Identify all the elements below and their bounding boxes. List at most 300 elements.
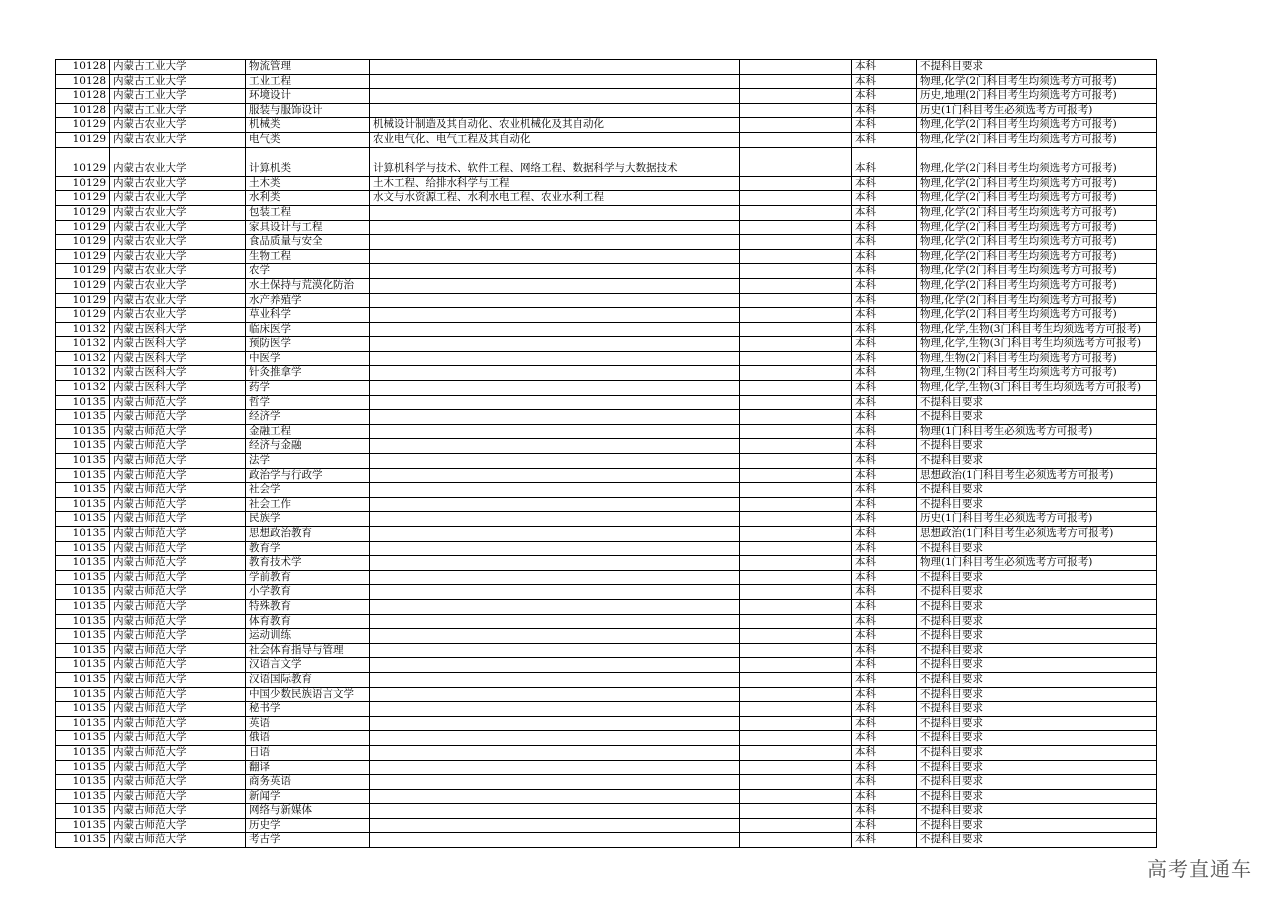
- level-cell: 本科: [852, 789, 917, 804]
- school-code-cell: 10129: [56, 147, 110, 176]
- major-name-cell: 民族学: [246, 512, 370, 527]
- requirement-cell: 不提科目要求: [917, 702, 1157, 717]
- school-name-cell: 内蒙古农业大学: [110, 278, 246, 293]
- school-name-cell: 内蒙古医科大学: [110, 366, 246, 381]
- requirement-cell: 物理,化学(2门科目考生均须选考方可报考): [917, 74, 1157, 89]
- note-cell: [740, 322, 852, 337]
- school-name-cell: 内蒙古师范大学: [110, 818, 246, 833]
- school-name-cell: 内蒙古农业大学: [110, 293, 246, 308]
- school-name-cell: 内蒙古师范大学: [110, 497, 246, 512]
- included-majors-cell: [370, 293, 740, 308]
- level-cell: 本科: [852, 570, 917, 585]
- level-cell: 本科: [852, 716, 917, 731]
- requirement-cell: 不提科目要求: [917, 643, 1157, 658]
- major-name-cell: 环境设计: [246, 89, 370, 104]
- level-cell: 本科: [852, 468, 917, 483]
- requirement-cell: 不提科目要求: [917, 60, 1157, 75]
- note-cell: [740, 293, 852, 308]
- level-cell: 本科: [852, 351, 917, 366]
- included-majors-cell: [370, 512, 740, 527]
- watermark-logo: 高考直通车: [1147, 857, 1252, 881]
- included-majors-cell: [370, 760, 740, 775]
- major-name-cell: 日语: [246, 745, 370, 760]
- school-name-cell: 内蒙古师范大学: [110, 760, 246, 775]
- included-majors-cell: [370, 687, 740, 702]
- major-name-cell: 物流管理: [246, 60, 370, 75]
- level-cell: 本科: [852, 424, 917, 439]
- major-name-cell: 食品质量与安全: [246, 235, 370, 250]
- requirement-cell: 不提科目要求: [917, 629, 1157, 644]
- school-name-cell: 内蒙古师范大学: [110, 395, 246, 410]
- requirement-cell: 不提科目要求: [917, 804, 1157, 819]
- note-cell: [740, 147, 852, 176]
- major-name-cell: 网络与新媒体: [246, 804, 370, 819]
- included-majors-cell: [370, 556, 740, 571]
- table-row: [56, 731, 1157, 746]
- major-name-cell: 运动训练: [246, 629, 370, 644]
- requirement-cell: 物理,化学(2门科目考生均须选考方可报考): [917, 264, 1157, 279]
- school-code-cell: 10132: [56, 366, 110, 381]
- major-name-cell: 教育学: [246, 541, 370, 556]
- major-name-cell: 政治学与行政学: [246, 468, 370, 483]
- school-code-cell: 10129: [56, 308, 110, 323]
- level-cell: 本科: [852, 293, 917, 308]
- level-cell: 本科: [852, 643, 917, 658]
- school-name-cell: 内蒙古师范大学: [110, 716, 246, 731]
- table-row: [56, 512, 1157, 527]
- requirement-cell: 不提科目要求: [917, 775, 1157, 790]
- requirement-cell: 物理,化学(2门科目考生均须选考方可报考): [917, 278, 1157, 293]
- major-name-cell: 电气类: [246, 132, 370, 147]
- school-name-cell: 内蒙古工业大学: [110, 103, 246, 118]
- included-majors-cell: [370, 702, 740, 717]
- included-majors-cell: [370, 585, 740, 600]
- school-code-cell: 10128: [56, 89, 110, 104]
- school-name-cell: 内蒙古师范大学: [110, 804, 246, 819]
- school-name-cell: 内蒙古师范大学: [110, 643, 246, 658]
- requirement-cell: 物理,化学(2门科目考生均须选考方可报考): [917, 249, 1157, 264]
- school-code-cell: 10128: [56, 103, 110, 118]
- school-name-cell: 内蒙古师范大学: [110, 541, 246, 556]
- level-cell: 本科: [852, 147, 917, 176]
- included-majors-cell: [370, 672, 740, 687]
- note-cell: [740, 570, 852, 585]
- requirement-cell: 物理,化学(2门科目考生均须选考方可报考): [917, 191, 1157, 206]
- school-code-cell: 10128: [56, 74, 110, 89]
- level-cell: 本科: [852, 556, 917, 571]
- level-cell: 本科: [852, 454, 917, 469]
- level-cell: 本科: [852, 278, 917, 293]
- table-row: [56, 629, 1157, 644]
- table-row: [56, 672, 1157, 687]
- school-name-cell: 内蒙古医科大学: [110, 322, 246, 337]
- school-code-cell: 10135: [56, 745, 110, 760]
- requirement-cell: 物理,化学(2门科目考生均须选考方可报考): [917, 293, 1157, 308]
- school-name-cell: 内蒙古师范大学: [110, 527, 246, 542]
- note-cell: [740, 643, 852, 658]
- school-code-cell: 10129: [56, 293, 110, 308]
- school-code-cell: 10135: [56, 410, 110, 425]
- major-name-cell: 水土保持与荒漠化防治: [246, 278, 370, 293]
- included-majors-cell: [370, 395, 740, 410]
- major-name-cell: 翻译: [246, 760, 370, 775]
- major-name-cell: 小学教育: [246, 585, 370, 600]
- major-name-cell: 商务英语: [246, 775, 370, 790]
- note-cell: [740, 716, 852, 731]
- table-row: [56, 468, 1157, 483]
- table-row: [56, 205, 1157, 220]
- school-code-cell: 10129: [56, 191, 110, 206]
- school-code-cell: 10129: [56, 235, 110, 250]
- requirement-cell: 不提科目要求: [917, 395, 1157, 410]
- note-cell: [740, 672, 852, 687]
- table-row: [56, 410, 1157, 425]
- major-name-cell: 水产养殖学: [246, 293, 370, 308]
- major-name-cell: 经济学: [246, 410, 370, 425]
- note-cell: [740, 264, 852, 279]
- table-row: [56, 235, 1157, 250]
- level-cell: 本科: [852, 337, 917, 352]
- school-name-cell: 内蒙古农业大学: [110, 220, 246, 235]
- included-majors-cell: [370, 308, 740, 323]
- school-code-cell: 10135: [56, 512, 110, 527]
- level-cell: 本科: [852, 205, 917, 220]
- major-name-cell: 计算机类: [246, 147, 370, 176]
- requirement-cell: 不提科目要求: [917, 745, 1157, 760]
- school-code-cell: 10128: [56, 60, 110, 75]
- included-majors-cell: [370, 264, 740, 279]
- table-row: [56, 366, 1157, 381]
- note-cell: [740, 702, 852, 717]
- school-name-cell: 内蒙古师范大学: [110, 731, 246, 746]
- major-name-cell: 法学: [246, 454, 370, 469]
- table-row: [56, 789, 1157, 804]
- table-row: [56, 658, 1157, 673]
- school-name-cell: 内蒙古师范大学: [110, 454, 246, 469]
- included-majors-cell: [370, 658, 740, 673]
- included-majors-cell: [370, 745, 740, 760]
- table-row: [56, 775, 1157, 790]
- level-cell: 本科: [852, 527, 917, 542]
- level-cell: 本科: [852, 658, 917, 673]
- note-cell: [740, 760, 852, 775]
- table-row: [56, 760, 1157, 775]
- table-row: [56, 439, 1157, 454]
- school-name-cell: 内蒙古师范大学: [110, 410, 246, 425]
- school-code-cell: 10135: [56, 789, 110, 804]
- major-name-cell: 草业科学: [246, 308, 370, 323]
- table-row: [56, 541, 1157, 556]
- major-name-cell: 体育教育: [246, 614, 370, 629]
- school-name-cell: 内蒙古师范大学: [110, 585, 246, 600]
- school-code-cell: 10135: [56, 760, 110, 775]
- note-cell: [740, 351, 852, 366]
- note-cell: [740, 235, 852, 250]
- school-code-cell: 10132: [56, 381, 110, 396]
- note-cell: [740, 454, 852, 469]
- included-majors-cell: 计算机科学与技术、软件工程、网络工程、数据科学与大数据技术: [370, 147, 740, 176]
- requirement-cell: 物理,化学(2门科目考生均须选考方可报考): [917, 235, 1157, 250]
- included-majors-cell: [370, 570, 740, 585]
- major-name-cell: 英语: [246, 716, 370, 731]
- note-cell: [740, 658, 852, 673]
- table-row: [56, 249, 1157, 264]
- school-name-cell: 内蒙古师范大学: [110, 745, 246, 760]
- note-cell: [740, 381, 852, 396]
- note-cell: [740, 278, 852, 293]
- note-cell: [740, 527, 852, 542]
- requirement-cell: 不提科目要求: [917, 541, 1157, 556]
- major-name-cell: 金融工程: [246, 424, 370, 439]
- included-majors-cell: [370, 731, 740, 746]
- level-cell: 本科: [852, 103, 917, 118]
- table-row: [56, 74, 1157, 89]
- table-row: [56, 351, 1157, 366]
- requirement-cell: 物理,化学,生物(3门科目考生均须选考方可报考): [917, 322, 1157, 337]
- note-cell: [740, 483, 852, 498]
- included-majors-cell: [370, 833, 740, 848]
- major-name-cell: 中医学: [246, 351, 370, 366]
- major-name-cell: 生物工程: [246, 249, 370, 264]
- note-cell: [740, 89, 852, 104]
- note-cell: [740, 731, 852, 746]
- requirement-cell: 物理,生物(2门科目考生均须选考方可报考): [917, 351, 1157, 366]
- level-cell: 本科: [852, 366, 917, 381]
- school-code-cell: 10135: [56, 643, 110, 658]
- note-cell: [740, 308, 852, 323]
- major-name-cell: 新闻学: [246, 789, 370, 804]
- major-name-cell: 汉语言文学: [246, 658, 370, 673]
- requirement-cell: 不提科目要求: [917, 614, 1157, 629]
- school-name-cell: 内蒙古师范大学: [110, 468, 246, 483]
- requirement-cell: 物理,化学(2门科目考生均须选考方可报考): [917, 308, 1157, 323]
- level-cell: 本科: [852, 395, 917, 410]
- level-cell: 本科: [852, 235, 917, 250]
- included-majors-cell: 土木工程、给排水科学与工程: [370, 176, 740, 191]
- level-cell: 本科: [852, 220, 917, 235]
- school-code-cell: 10135: [56, 818, 110, 833]
- level-cell: 本科: [852, 497, 917, 512]
- included-majors-cell: [370, 789, 740, 804]
- major-name-cell: 社会体育指导与管理: [246, 643, 370, 658]
- note-cell: [740, 468, 852, 483]
- requirement-cell: 历史(1门科目考生必须选考方可报考): [917, 512, 1157, 527]
- major-name-cell: 学前教育: [246, 570, 370, 585]
- note-cell: [740, 366, 852, 381]
- table-row: [56, 337, 1157, 352]
- note-cell: [740, 745, 852, 760]
- note-cell: [740, 804, 852, 819]
- school-name-cell: 内蒙古农业大学: [110, 308, 246, 323]
- level-cell: 本科: [852, 629, 917, 644]
- level-cell: 本科: [852, 191, 917, 206]
- note-cell: [740, 541, 852, 556]
- school-code-cell: 10135: [56, 585, 110, 600]
- level-cell: 本科: [852, 322, 917, 337]
- school-name-cell: 内蒙古医科大学: [110, 351, 246, 366]
- requirement-cell: 不提科目要求: [917, 454, 1157, 469]
- included-majors-cell: [370, 249, 740, 264]
- requirement-cell: 不提科目要求: [917, 570, 1157, 585]
- note-cell: [740, 103, 852, 118]
- included-majors-cell: [370, 804, 740, 819]
- school-code-cell: 10129: [56, 118, 110, 133]
- requirement-cell: 物理,生物(2门科目考生均须选考方可报考): [917, 366, 1157, 381]
- school-code-cell: 10135: [56, 527, 110, 542]
- school-code-cell: 10129: [56, 220, 110, 235]
- school-code-cell: 10135: [56, 556, 110, 571]
- requirement-cell: 不提科目要求: [917, 789, 1157, 804]
- table-row: [56, 556, 1157, 571]
- included-majors-cell: [370, 527, 740, 542]
- requirement-cell: 物理(1门科目考生必须选考方可报考): [917, 556, 1157, 571]
- requirement-cell: 不提科目要求: [917, 833, 1157, 848]
- requirement-cell: 思想政治(1门科目考生必须选考方可报考): [917, 468, 1157, 483]
- level-cell: 本科: [852, 264, 917, 279]
- school-name-cell: 内蒙古师范大学: [110, 512, 246, 527]
- level-cell: 本科: [852, 439, 917, 454]
- table-row: [56, 264, 1157, 279]
- school-code-cell: 10135: [56, 614, 110, 629]
- major-name-cell: 秘书学: [246, 702, 370, 717]
- included-majors-cell: [370, 366, 740, 381]
- requirement-cell: 不提科目要求: [917, 658, 1157, 673]
- table-row: [56, 527, 1157, 542]
- requirement-cell: 物理,化学(2门科目考生均须选考方可报考): [917, 118, 1157, 133]
- school-code-cell: 10129: [56, 278, 110, 293]
- included-majors-cell: [370, 220, 740, 235]
- school-code-cell: 10135: [56, 395, 110, 410]
- table-row: [56, 293, 1157, 308]
- table-row: [56, 147, 1157, 176]
- included-majors-cell: [370, 103, 740, 118]
- school-code-cell: 10135: [56, 672, 110, 687]
- level-cell: 本科: [852, 249, 917, 264]
- table-row: [56, 585, 1157, 600]
- level-cell: 本科: [852, 176, 917, 191]
- requirement-cell: 历史,地理(2门科目考生均须选考方可报考): [917, 89, 1157, 104]
- included-majors-cell: [370, 337, 740, 352]
- included-majors-cell: [370, 424, 740, 439]
- table-row: [56, 716, 1157, 731]
- major-name-cell: 经济与金融: [246, 439, 370, 454]
- table-row: [56, 220, 1157, 235]
- table-row: [56, 308, 1157, 323]
- school-name-cell: 内蒙古师范大学: [110, 833, 246, 848]
- requirement-cell: 物理,化学(2门科目考生均须选考方可报考): [917, 205, 1157, 220]
- level-cell: 本科: [852, 731, 917, 746]
- level-cell: 本科: [852, 512, 917, 527]
- major-name-cell: 汉语国际教育: [246, 672, 370, 687]
- table-row: [56, 454, 1157, 469]
- requirement-cell: 不提科目要求: [917, 818, 1157, 833]
- included-majors-cell: [370, 541, 740, 556]
- major-name-cell: 哲学: [246, 395, 370, 410]
- major-name-cell: 服装与服饰设计: [246, 103, 370, 118]
- level-cell: 本科: [852, 745, 917, 760]
- requirement-cell: 物理,化学(2门科目考生均须选考方可报考): [917, 147, 1157, 176]
- note-cell: [740, 118, 852, 133]
- requirement-cell: 不提科目要求: [917, 483, 1157, 498]
- note-cell: [740, 410, 852, 425]
- major-name-cell: 考古学: [246, 833, 370, 848]
- included-majors-cell: [370, 410, 740, 425]
- school-code-cell: 10135: [56, 775, 110, 790]
- note-cell: [740, 556, 852, 571]
- table-body: [56, 60, 1157, 848]
- school-code-cell: 10129: [56, 205, 110, 220]
- note-cell: [740, 395, 852, 410]
- school-name-cell: 内蒙古师范大学: [110, 658, 246, 673]
- school-name-cell: 内蒙古农业大学: [110, 249, 246, 264]
- included-majors-cell: [370, 322, 740, 337]
- level-cell: 本科: [852, 614, 917, 629]
- school-code-cell: 10135: [56, 468, 110, 483]
- school-code-cell: 10135: [56, 541, 110, 556]
- table-row: [56, 614, 1157, 629]
- school-code-cell: 10129: [56, 176, 110, 191]
- major-name-cell: 工业工程: [246, 74, 370, 89]
- school-name-cell: 内蒙古师范大学: [110, 570, 246, 585]
- included-majors-cell: [370, 89, 740, 104]
- school-name-cell: 内蒙古工业大学: [110, 60, 246, 75]
- requirement-cell: 物理,化学(2门科目考生均须选考方可报考): [917, 176, 1157, 191]
- major-name-cell: 药学: [246, 381, 370, 396]
- included-majors-cell: [370, 497, 740, 512]
- note-cell: [740, 74, 852, 89]
- included-majors-cell: [370, 351, 740, 366]
- note-cell: [740, 497, 852, 512]
- level-cell: 本科: [852, 585, 917, 600]
- school-name-cell: 内蒙古农业大学: [110, 118, 246, 133]
- included-majors-cell: [370, 818, 740, 833]
- note-cell: [740, 789, 852, 804]
- major-name-cell: 农学: [246, 264, 370, 279]
- school-code-cell: 10129: [56, 264, 110, 279]
- note-cell: [740, 439, 852, 454]
- table-row: [56, 176, 1157, 191]
- school-code-cell: 10135: [56, 483, 110, 498]
- included-majors-cell: [370, 439, 740, 454]
- table-row: [56, 322, 1157, 337]
- major-name-cell: 教育技术学: [246, 556, 370, 571]
- requirement-cell: 历史(1门科目考生必须选考方可报考): [917, 103, 1157, 118]
- major-name-cell: 思想政治教育: [246, 527, 370, 542]
- major-name-cell: 社会学: [246, 483, 370, 498]
- table-row: [56, 687, 1157, 702]
- level-cell: 本科: [852, 483, 917, 498]
- included-majors-cell: 农业电气化、电气工程及其自动化: [370, 132, 740, 147]
- included-majors-cell: [370, 599, 740, 614]
- included-majors-cell: [370, 74, 740, 89]
- requirement-cell: 物理,化学(2门科目考生均须选考方可报考): [917, 132, 1157, 147]
- school-name-cell: 内蒙古农业大学: [110, 132, 246, 147]
- school-code-cell: 10135: [56, 716, 110, 731]
- note-cell: [740, 220, 852, 235]
- table-row: [56, 818, 1157, 833]
- level-cell: 本科: [852, 804, 917, 819]
- major-name-cell: 针灸推拿学: [246, 366, 370, 381]
- included-majors-cell: [370, 643, 740, 658]
- included-majors-cell: [370, 381, 740, 396]
- table-row: [56, 118, 1157, 133]
- note-cell: [740, 833, 852, 848]
- level-cell: 本科: [852, 775, 917, 790]
- school-name-cell: 内蒙古医科大学: [110, 337, 246, 352]
- school-name-cell: 内蒙古师范大学: [110, 614, 246, 629]
- included-majors-cell: [370, 629, 740, 644]
- school-code-cell: 10135: [56, 454, 110, 469]
